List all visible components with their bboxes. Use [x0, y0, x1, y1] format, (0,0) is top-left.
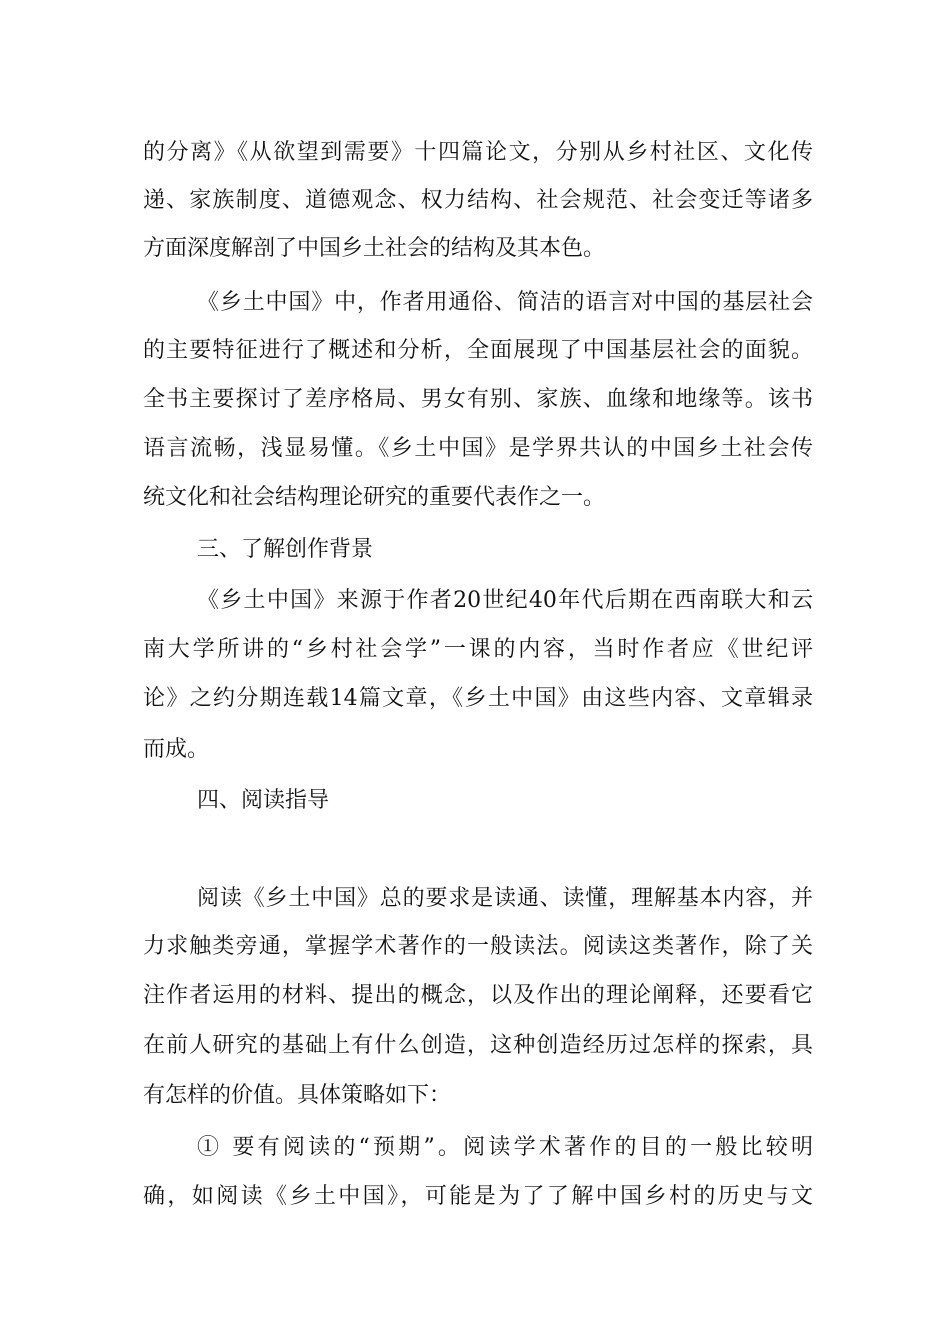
text-line: 的分离》《从欲望到需要》十四篇论文，分别从乡村社区、文化传	[143, 140, 813, 165]
text-line: 递、家族制度、道德观念、权力结构、社会规范、社会变迁等诸多	[143, 188, 813, 213]
text-line: 《乡土中国》中，作者用通俗、简洁的语言对中国的基层社会	[197, 290, 813, 315]
text-line: 语言流畅，浅显易懂。《乡土中国》是学界共认的中国乡土社会传	[143, 436, 813, 461]
text-line: 统文化和社会结构理论研究的重要代表作之一。	[143, 485, 606, 510]
text-line: 而成。	[143, 737, 210, 762]
text-line: 在前人研究的基础上有什么创造，这种创造经历过怎样的探索，具	[143, 1033, 813, 1058]
text-line: 全书主要探讨了差序格局、男女有别、家族、血缘和地缘等。该书	[143, 387, 813, 412]
section-heading: 三、了解创作背景	[197, 537, 374, 562]
text-line: 力求触类旁通，掌握学术著作的一般读法。阅读这类著作，除了关	[143, 934, 813, 959]
text-line: 南大学所讲的“乡村社会学”一课的内容，当时作者应《世纪评	[143, 637, 813, 662]
text-line: 有怎样的价值。具体策略如下：	[143, 1083, 452, 1108]
text-line: 确，如阅读《乡土中国》，可能是为了了解中国乡村的历史与文	[143, 1184, 813, 1209]
text-line: 方面深度解剖了中国乡土社会的结构及其本色。	[143, 236, 606, 261]
text-line: 阅读《乡土中国》总的要求是读通、读懂，理解基本内容，并	[197, 886, 813, 911]
text-line: 注作者运用的材料、提出的概念，以及作出的理论阐释，还要看它	[143, 983, 813, 1008]
text-line: 《乡土中国》来源于作者20世纪40年代后期在西南联大和云	[197, 588, 813, 613]
text-line: 论》之约分期连载14篇文章，《乡土中国》由这些内容、文章辑录	[143, 686, 813, 711]
section-heading: 四、阅读指导	[197, 788, 330, 813]
text-line: ① 要有阅读的“预期”。阅读学术著作的目的一般比较明	[197, 1135, 813, 1160]
text-line: 的主要特征进行了概述和分析，全面展现了中国基层社会的面貌。	[143, 338, 813, 363]
